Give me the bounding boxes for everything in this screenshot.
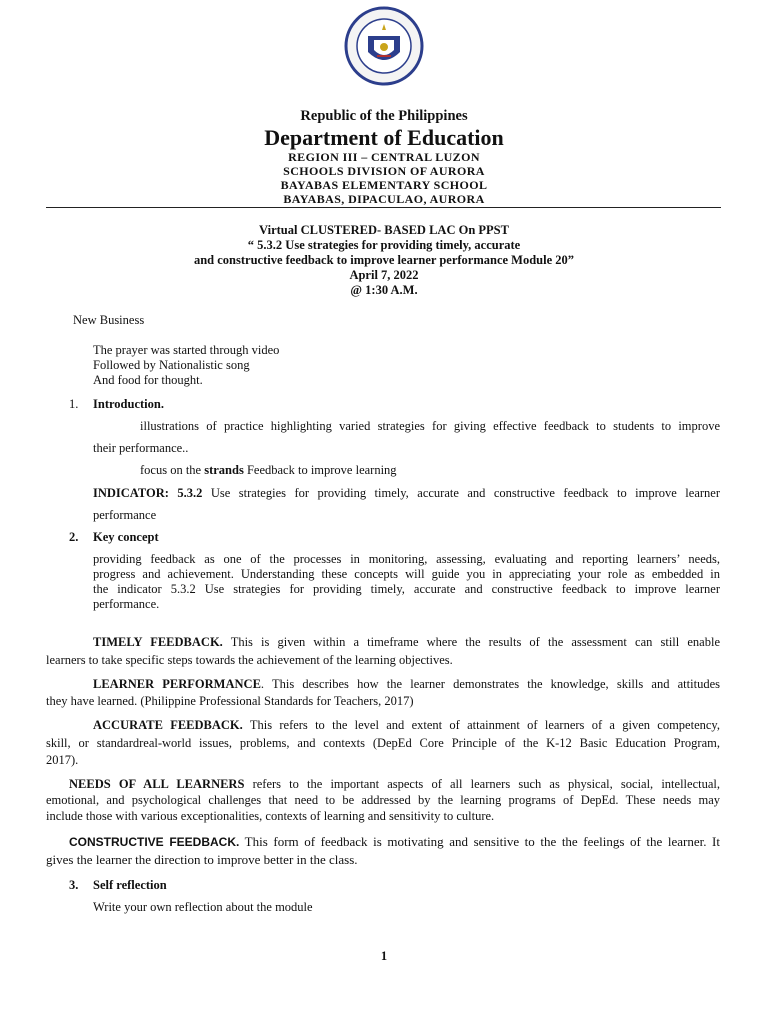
constructive-feedback-line-1 — [69, 834, 720, 850]
self-reflection-text: Write your own reflection about the module — [93, 900, 313, 914]
page-number: 1 — [380, 949, 388, 963]
learner-performance-line-1 — [93, 677, 720, 692]
timely-feedback-text: This is given within a timeframe where the results of the assessment can still enable — [222, 635, 720, 649]
section-3-number: 3. — [69, 878, 79, 892]
key-concept-line-3: the indicator 5.3.2 Use strategies for providing timely, accurate and constructive feedback to improve learner — [93, 582, 720, 596]
section-1-number: 1. — [69, 397, 79, 411]
accurate-feedback-term: ACCURATE FEEDBACK. — [93, 718, 243, 732]
focus-suffix: Feedback to improve learning — [243, 463, 397, 477]
accurate-feedback-line-3: 2017). — [46, 753, 79, 767]
opening-line-1: The prayer was started through video — [93, 343, 280, 357]
intro-paragraph-line-1: illustrations of practice highlighting varied strategies for giving effective feedback to students to improve — [140, 419, 720, 433]
needs-learners-text: refers to the important aspects of all learners such as physical, social, intellectual, — [244, 777, 720, 791]
title-line-1: Virtual CLUSTERED- BASED LAC On PPST — [259, 223, 509, 237]
indicator-line-1 — [93, 486, 720, 501]
header-school: BAYABAS ELEMENTARY SCHOOL — [280, 178, 488, 192]
accurate-feedback-line-2: skill, or standardreal-world issues, problems, and contexts (DepEd Core Principle of the K-12 Basic Education Program, — [46, 736, 720, 750]
timely-feedback-line-1 — [93, 635, 720, 650]
title-time: @ 1:30 A.M. — [350, 283, 418, 297]
timely-feedback-line-2: learners to take specific steps towards the achievement of the learning objectives. — [46, 653, 453, 667]
opening-line-2: Followed by Nationalistic song — [93, 358, 250, 372]
focus-strands-line — [140, 463, 397, 478]
needs-learners-term: NEEDS OF ALL LEARNERS — [69, 777, 245, 791]
key-concept-line-4: performance. — [93, 597, 160, 611]
section-1-heading: Introduction. — [93, 397, 164, 411]
intro-paragraph-line-2: their performance.. — [93, 441, 189, 455]
header-department: Department of Education — [264, 125, 504, 150]
deped-seal-logo — [344, 6, 424, 86]
title-date: April 7, 2022 — [349, 268, 419, 282]
header-republic: Republic of the Philippines — [300, 108, 468, 124]
section-3-heading: Self reflection — [93, 878, 167, 892]
needs-learners-line-3: include those with various exceptionalities, contexts of learning and sensitivity to culture. — [46, 809, 495, 823]
accurate-feedback-line-1 — [93, 718, 720, 733]
header-region: REGION III – CENTRAL LUZON — [288, 150, 480, 164]
header-division: SCHOOLS DIVISION OF AURORA — [283, 164, 485, 178]
section-2-heading: Key concept — [93, 530, 159, 544]
learner-performance-text: . This describes how the learner demonstrates the knowledge, skills and attitudes — [260, 677, 720, 691]
section-2-number: 2. — [69, 530, 79, 544]
focus-strands-bold: strands — [204, 463, 244, 477]
timely-feedback-term: TIMELY FEEDBACK. — [93, 635, 223, 649]
indicator-label: INDICATOR: 5.3.2 — [93, 486, 203, 500]
header-address: BAYABAS, DIPACULAO, AURORA — [283, 192, 485, 206]
key-concept-line-1: providing feedback as one of the processes in monitoring, assessing, evaluating and reporting learners’ needs, — [93, 552, 720, 566]
title-line-2: “ 5.3.2 Use strategies for providing timely, accurate — [247, 238, 521, 252]
constructive-feedback-text: This form of feedback is motivating and sensitive to the the feelings of the learner. It — [239, 834, 720, 849]
new-business-label: New Business — [73, 313, 145, 327]
learner-performance-term: LEARNER PERFORMANCE — [93, 677, 261, 691]
constructive-feedback-line-2: gives the learner the direction to improve better in the class. — [46, 852, 358, 867]
focus-prefix: focus on the — [140, 463, 205, 477]
needs-learners-line-1 — [69, 777, 720, 792]
constructive-feedback-term: CONSTRUCTIVE FEEDBACK. — [69, 835, 240, 849]
key-concept-line-2: progress and achievement. Understanding these concepts will guide you in appreciating your role as embedded in — [93, 567, 720, 581]
accurate-feedback-text: This refers to the level and extent of attainment of learners of a given competency, — [242, 718, 720, 732]
title-line-3: and constructive feedback to improve learner performance Module 20” — [193, 253, 575, 267]
header-divider — [46, 207, 721, 208]
indicator-line-2: performance — [93, 508, 157, 522]
needs-learners-line-2: emotional, and psychological challenges that need to be addressed by the learning programs of DepEd. These needs may — [46, 793, 720, 807]
indicator-text: Use strategies for providing timely, accurate and constructive feedback to improve learner — [202, 486, 720, 500]
opening-line-3: And food for thought. — [93, 373, 203, 387]
learner-performance-line-2: they have learned. (Philippine Professional Standards for Teachers, 2017) — [46, 694, 414, 708]
